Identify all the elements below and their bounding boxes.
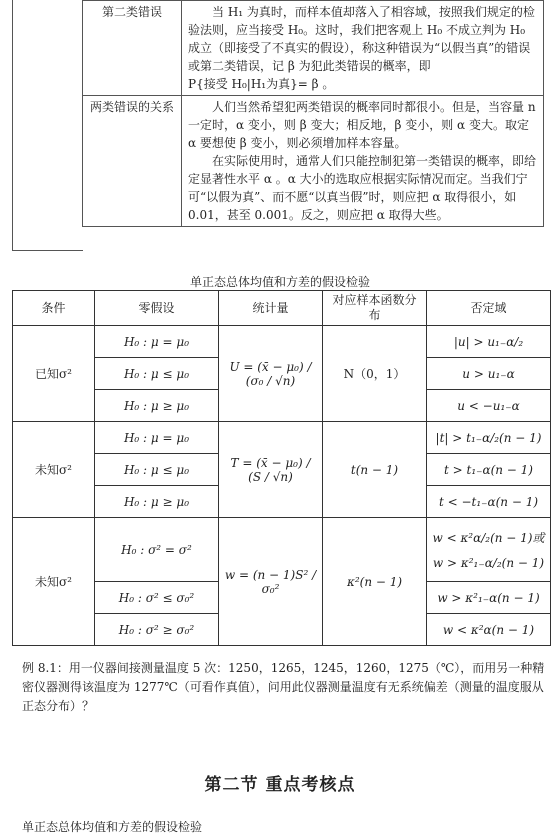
hypothesis-test-table [12, 290, 551, 646]
header-condition: 条件 [13, 291, 95, 326]
rejection-region-cell: w > κ²₁₋α(n − 1) [427, 582, 551, 614]
table-row [83, 1, 544, 96]
null-hypothesis-cell: H₀ : μ ≤ μ₀ [95, 454, 219, 486]
rejection-region-cell: t < −t₁₋α(n − 1) [427, 486, 551, 518]
relation-paragraph-2: 在实际使用时，通常人们只能控制犯第一类错误的概率，即给定显著性水平 α 。α 大小的选取应根据实际情况而定。当我们宁可“以假为真”、而不愿“以真当假”时，则应把 α 取得很小，如 0.01，甚至 0.001。反之，则应把 α 取得大些。 [188, 154, 537, 222]
statistic-cell: w = (n − 1)S² / σ₀² [219, 518, 323, 646]
header-null-hypothesis: 零假设 [95, 291, 219, 326]
table-row [13, 422, 551, 454]
rejection-region-cell: |u| > u₁₋α/₂ [427, 326, 551, 358]
null-hypothesis-cell: H₀ : σ² = σ² [95, 518, 219, 582]
row-text-relation [182, 96, 544, 227]
type2-description: 当 H₁ 为真时，而样本值却落入了相容域，按照我们规定的检验法则，应当接受 H₀。这时，我们把客观上 H₀ 不成立判为 H₀ 成立（即接受了不真实的假设），称这种错误为“以假当真”的错误或第二类错误，记 β 为犯此类错误的概率，即 [188, 5, 535, 73]
rejection-region-line-2: w > κ²₁₋α/₂(n − 1) [432, 556, 545, 570]
type2-formula: P{接受 H₀|H₁为真}= β 。 [188, 77, 335, 91]
null-hypothesis-cell: H₀ : μ = μ₀ [95, 422, 219, 454]
rejection-region-cell: u < −u₁₋α [427, 390, 551, 422]
rejection-region-cell: w < κ²α(n − 1) [427, 614, 551, 646]
rejection-region-cell: t > t₁₋α(n − 1) [427, 454, 551, 486]
relation-paragraph-1: 人们当然希望犯两类错误的概率同时都很小。但是，当容量 n 一定时，α 变小，则 β 变大；相反地，β 变小，则 α 变大。取定 α 要想使 β 变小，则必须增加样本容量。 [188, 100, 536, 150]
distribution-cell: t(n − 1) [323, 422, 427, 518]
null-hypothesis-cell: H₀ : μ = μ₀ [95, 326, 219, 358]
table-row [13, 326, 551, 358]
statistic-cell: U = (x̄ − μ₀) / (σ₀ / √n) [219, 326, 323, 422]
table-row [83, 96, 544, 227]
null-hypothesis-cell: H₀ : μ ≤ μ₀ [95, 358, 219, 390]
null-hypothesis-cell: H₀ : σ² ≤ σ₀² [95, 582, 219, 614]
header-distribution: 对应样本函数分布 [323, 291, 427, 326]
condition-cell: 未知σ² [13, 518, 95, 646]
header-statistic: 统计量 [219, 291, 323, 326]
rejection-region-line-1: w < κ²α/₂(n − 1)或 [432, 531, 545, 545]
distribution-cell: N（0，1） [323, 326, 427, 422]
distribution-cell: κ²(n − 1) [323, 518, 427, 646]
rejection-region-cell: |t| > t₁₋α/₂(n − 1) [427, 422, 551, 454]
row-label-relation: 两类错误的关系 [83, 96, 182, 227]
rejection-region-cell [427, 518, 551, 582]
null-hypothesis-cell: H₀ : μ ≥ μ₀ [95, 486, 219, 518]
rejection-region-cell: u > u₁₋α [427, 358, 551, 390]
table-header-row [13, 291, 551, 326]
null-hypothesis-cell: H₀ : σ² ≥ σ₀² [95, 614, 219, 646]
condition-cell: 未知σ² [13, 422, 95, 518]
row-text-type2 [182, 1, 544, 96]
table-row [13, 518, 551, 582]
table-caption: 单正态总体均值和方差的假设检验 [189, 275, 370, 289]
table-left-border [12, 0, 83, 251]
row-label-type2: 第二类错误 [83, 1, 182, 96]
header-rejection-region: 否定域 [427, 291, 551, 326]
section-title: 第二节 重点考核点 [204, 775, 356, 795]
subsection-heading: 单正态总体均值和方差的假设检验 [22, 820, 203, 834]
null-hypothesis-cell: H₀ : μ ≥ μ₀ [95, 390, 219, 422]
error-types-table [82, 0, 544, 227]
statistic-cell: T = (x̄ − μ₀) / (S / √n) [219, 422, 323, 518]
condition-cell: 已知σ² [13, 326, 95, 422]
example-paragraph: 例 8.1：用一仪器间接测量温度 5 次：1250，1265，1245，1260，1275（℃），而用另一种精密仪器测得该温度为 1277℃（可看作真值），问用此仪器测量温度有无系统偏差（测量的温度服从正态分布）？ [22, 661, 545, 713]
